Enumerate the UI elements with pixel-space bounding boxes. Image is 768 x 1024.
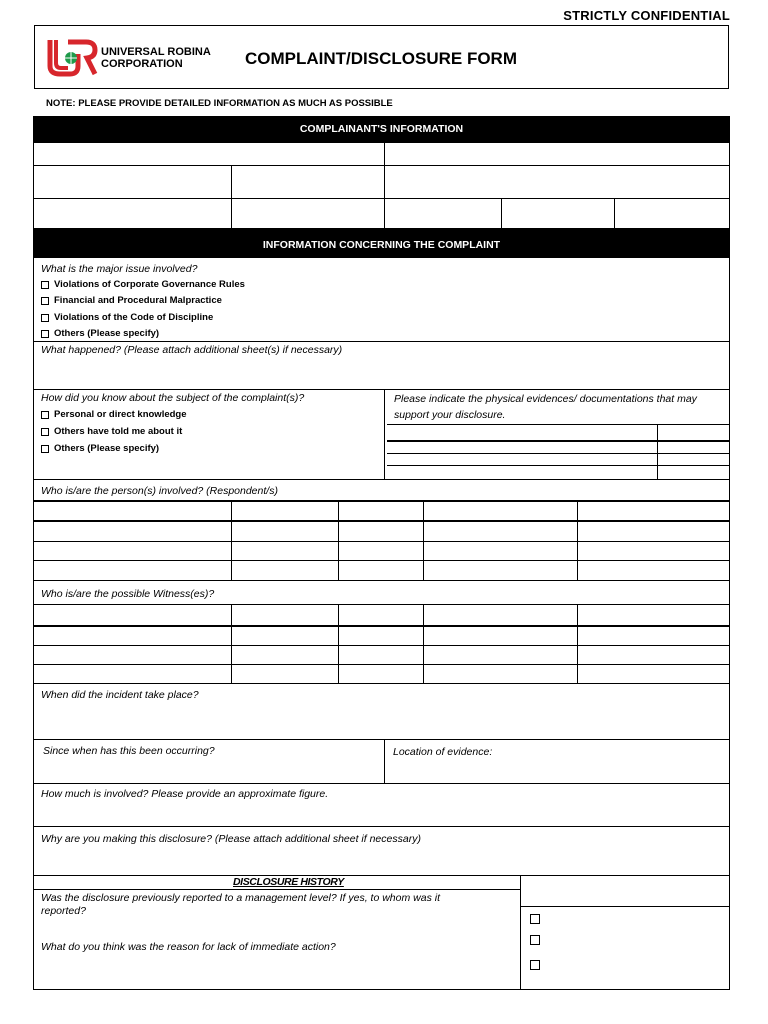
how-much-question: How much is involved? Please provide an approximate figure.: [41, 788, 329, 800]
department-field[interactable]: [33, 166, 231, 198]
history-checkbox-1[interactable]: [530, 914, 540, 924]
witnesses-question: Who is/are the possible Witness(es)?: [41, 588, 215, 600]
history-question-1-line2: reported?: [41, 905, 86, 917]
note-text: NOTE: PLEASE PROVIDE DETAILED INFORMATION AS MUCH AS POSSIBLE: [46, 98, 393, 109]
company-line2: CORPORATION: [101, 58, 183, 70]
checkbox-icon[interactable]: [41, 445, 49, 453]
major-issue-question: What is the major issue involved?: [41, 263, 198, 275]
evidence-question-line2: support your disclosure.: [394, 409, 506, 421]
contact-field-2[interactable]: [232, 199, 384, 228]
why-question: Why are you making this disclosure? (Please attach additional sheet if necessary): [41, 833, 421, 845]
name-field[interactable]: [33, 143, 384, 165]
company-field[interactable]: [232, 166, 384, 198]
contact-field-4[interactable]: [502, 199, 614, 228]
section-bar-complainant: COMPLAINANT'S INFORMATION: [33, 116, 730, 143]
confidential-label: STRICTLY CONFIDENTIAL: [563, 8, 730, 23]
history-checkbox-2[interactable]: [530, 935, 540, 945]
respondents-table[interactable]: [34, 502, 729, 580]
disclosure-history-title: DISCLOSURE HISTORY: [233, 876, 344, 888]
checkbox-icon[interactable]: [41, 411, 49, 419]
checkbox-icon[interactable]: [41, 314, 49, 322]
address-field[interactable]: [385, 166, 729, 198]
evidence-question-line1: Please indicate the physical evidences/ documentations that may: [394, 393, 697, 405]
section-bar-complaint: INFORMATION CONCERNING THE COMPLAINT: [33, 228, 730, 258]
option-financial[interactable]: Financial and Procedural Malpractice: [41, 295, 222, 306]
evidence-list-field[interactable]: [388, 425, 656, 479]
history-question-1-line1: Was the disclosure previously reported to a management level? If yes, to whom was it: [41, 892, 440, 904]
when-question: When did the incident take place?: [41, 689, 199, 701]
position-field[interactable]: [385, 143, 729, 165]
what-happened-question: What happened? (Please attach additional sheet(s) if necessary): [41, 344, 343, 356]
since-when-field[interactable]: [34, 760, 384, 782]
option-personal-knowledge[interactable]: Personal or direct knowledge: [41, 409, 187, 420]
respondents-question: Who is/are the person(s) involved? (Respondent/s): [41, 485, 278, 497]
history-checkbox-3[interactable]: [530, 960, 540, 970]
when-field[interactable]: [34, 704, 729, 738]
how-know-question: How did you know about the subject of the complaint(s)?: [41, 392, 305, 404]
company-line1: UNIVERSAL ROBINA: [101, 46, 211, 58]
contact-field-5[interactable]: [615, 199, 729, 228]
contact-field-1[interactable]: [33, 199, 231, 228]
location-field[interactable]: [385, 760, 729, 782]
form-title: COMPLAINT/DISCLOSURE FORM: [245, 49, 517, 68]
contact-field-3[interactable]: [385, 199, 501, 228]
checkbox-icon[interactable]: [41, 281, 49, 289]
checkbox-icon[interactable]: [41, 297, 49, 305]
urc-logo-icon: [46, 36, 98, 78]
witnesses-table[interactable]: [34, 605, 729, 683]
option-governance[interactable]: Violations of Corporate Governance Rules: [41, 279, 245, 290]
why-field[interactable]: [34, 848, 729, 874]
company-name: [101, 46, 211, 70]
option-others[interactable]: Others (Please specify): [41, 328, 159, 339]
option-discipline[interactable]: Violations of the Code of Discipline: [41, 312, 213, 323]
option-told-by-others[interactable]: Others have told me about it: [41, 426, 182, 437]
what-happened-field[interactable]: [33, 358, 730, 388]
option-how-others[interactable]: Others (Please specify): [41, 443, 159, 454]
how-much-field[interactable]: [34, 803, 729, 826]
history-question-2: What do you think was the reason for lack of immediate action?: [41, 941, 336, 953]
location-question: Location of evidence:: [393, 746, 493, 758]
since-when-question: Since when has this been occurring?: [43, 745, 215, 757]
checkbox-icon[interactable]: [41, 428, 49, 436]
checkbox-icon[interactable]: [41, 330, 49, 338]
